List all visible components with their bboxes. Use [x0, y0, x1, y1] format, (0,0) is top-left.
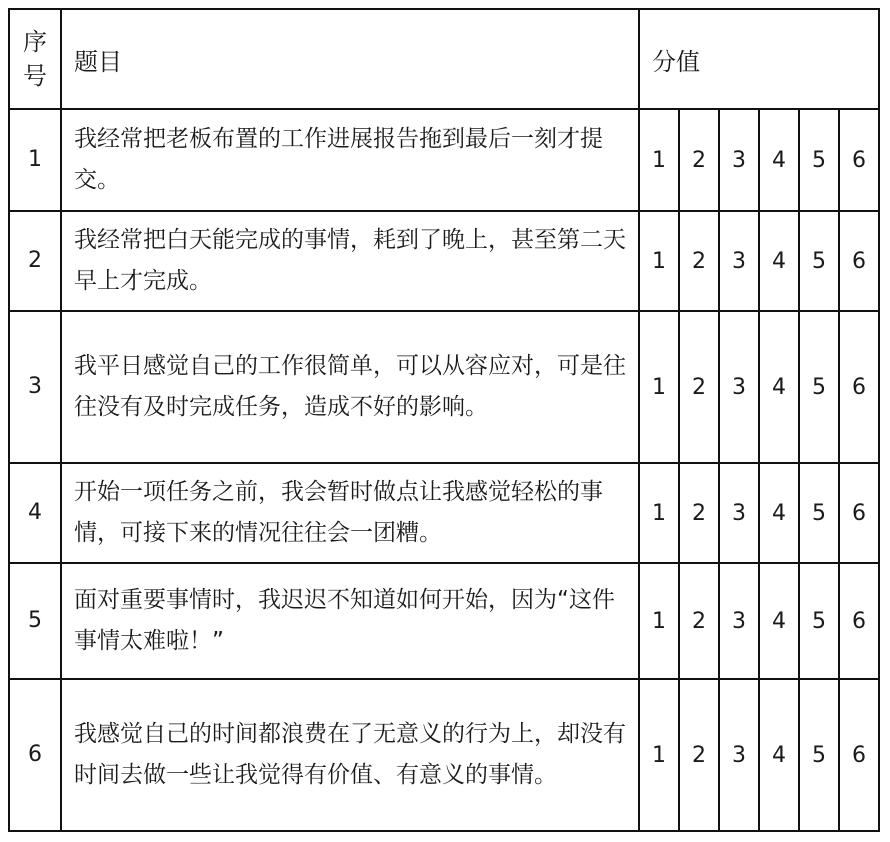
score-option-6[interactable]: 6: [839, 109, 879, 211]
header-row: [9, 9, 879, 109]
score-option-1[interactable]: 1: [639, 563, 679, 679]
question-text: 我经常把老板布置的工作进展报告拖到最后一刻才提交。: [61, 109, 639, 211]
score-option-4[interactable]: 4: [759, 109, 799, 211]
score-option-6[interactable]: 6: [839, 311, 879, 463]
row-index: 2: [9, 211, 61, 311]
score-option-2[interactable]: 2: [679, 311, 719, 463]
score-option-5[interactable]: 5: [799, 109, 839, 211]
question-text: 面对重要事情时，我迟迟不知道如何开始，因为“这件事情太难啦！”: [61, 563, 639, 679]
score-option-2[interactable]: 2: [679, 211, 719, 311]
question-text: 开始一项任务之前，我会暂时做点让我感觉轻松的事情，可接下来的情况往往会一团糟。: [61, 463, 639, 563]
index-header: [9, 9, 61, 109]
score-option-6[interactable]: 6: [839, 211, 879, 311]
score-option-2[interactable]: 2: [679, 463, 719, 563]
score-option-6[interactable]: 6: [839, 679, 879, 831]
score-option-2[interactable]: 2: [679, 563, 719, 679]
score-option-1[interactable]: 1: [639, 311, 679, 463]
score-option-3[interactable]: 3: [719, 311, 759, 463]
score-option-4[interactable]: 4: [759, 211, 799, 311]
table-row: [9, 463, 879, 563]
table-row: [9, 563, 879, 679]
question-text: 我平日感觉自己的工作很简单，可以从容应对，可是往往没有及时完成任务，造成不好的影响。: [61, 311, 639, 463]
row-index: 6: [9, 679, 61, 831]
score-option-3[interactable]: 3: [719, 109, 759, 211]
question-text: 我感觉自己的时间都浪费在了无意义的行为上，却没有时间去做一些让我觉得有价值、有意义的事情。: [61, 679, 639, 831]
table-row: [9, 311, 879, 463]
score-option-4[interactable]: 4: [759, 463, 799, 563]
questionnaire-table: [8, 8, 880, 832]
score-option-5[interactable]: 5: [799, 563, 839, 679]
score-option-6[interactable]: 6: [839, 463, 879, 563]
score-option-3[interactable]: 3: [719, 563, 759, 679]
score-option-1[interactable]: 1: [639, 109, 679, 211]
score-option-2[interactable]: 2: [679, 109, 719, 211]
score-option-5[interactable]: 5: [799, 211, 839, 311]
question-text: 我经常把白天能完成的事情，耗到了晚上，甚至第二天早上才完成。: [61, 211, 639, 311]
score-option-3[interactable]: 3: [719, 679, 759, 831]
score-option-1[interactable]: 1: [639, 211, 679, 311]
score-option-2[interactable]: 2: [679, 679, 719, 831]
score-option-3[interactable]: 3: [719, 463, 759, 563]
question-header: 题目: [61, 9, 639, 109]
row-index: 1: [9, 109, 61, 211]
table-row: [9, 109, 879, 211]
score-option-5[interactable]: 5: [799, 463, 839, 563]
score-option-1[interactable]: 1: [639, 679, 679, 831]
score-option-1[interactable]: 1: [639, 463, 679, 563]
table-row: [9, 679, 879, 831]
row-index: 4: [9, 463, 61, 563]
score-option-6[interactable]: 6: [839, 563, 879, 679]
table-row: [9, 211, 879, 311]
score-option-5[interactable]: 5: [799, 679, 839, 831]
row-index: 5: [9, 563, 61, 679]
score-option-4[interactable]: 4: [759, 679, 799, 831]
score-option-5[interactable]: 5: [799, 311, 839, 463]
score-option-4[interactable]: 4: [759, 563, 799, 679]
row-index: 3: [9, 311, 61, 463]
index-header-label: 序号: [23, 28, 47, 90]
score-option-4[interactable]: 4: [759, 311, 799, 463]
score-header: 分值: [639, 9, 879, 109]
score-option-3[interactable]: 3: [719, 211, 759, 311]
